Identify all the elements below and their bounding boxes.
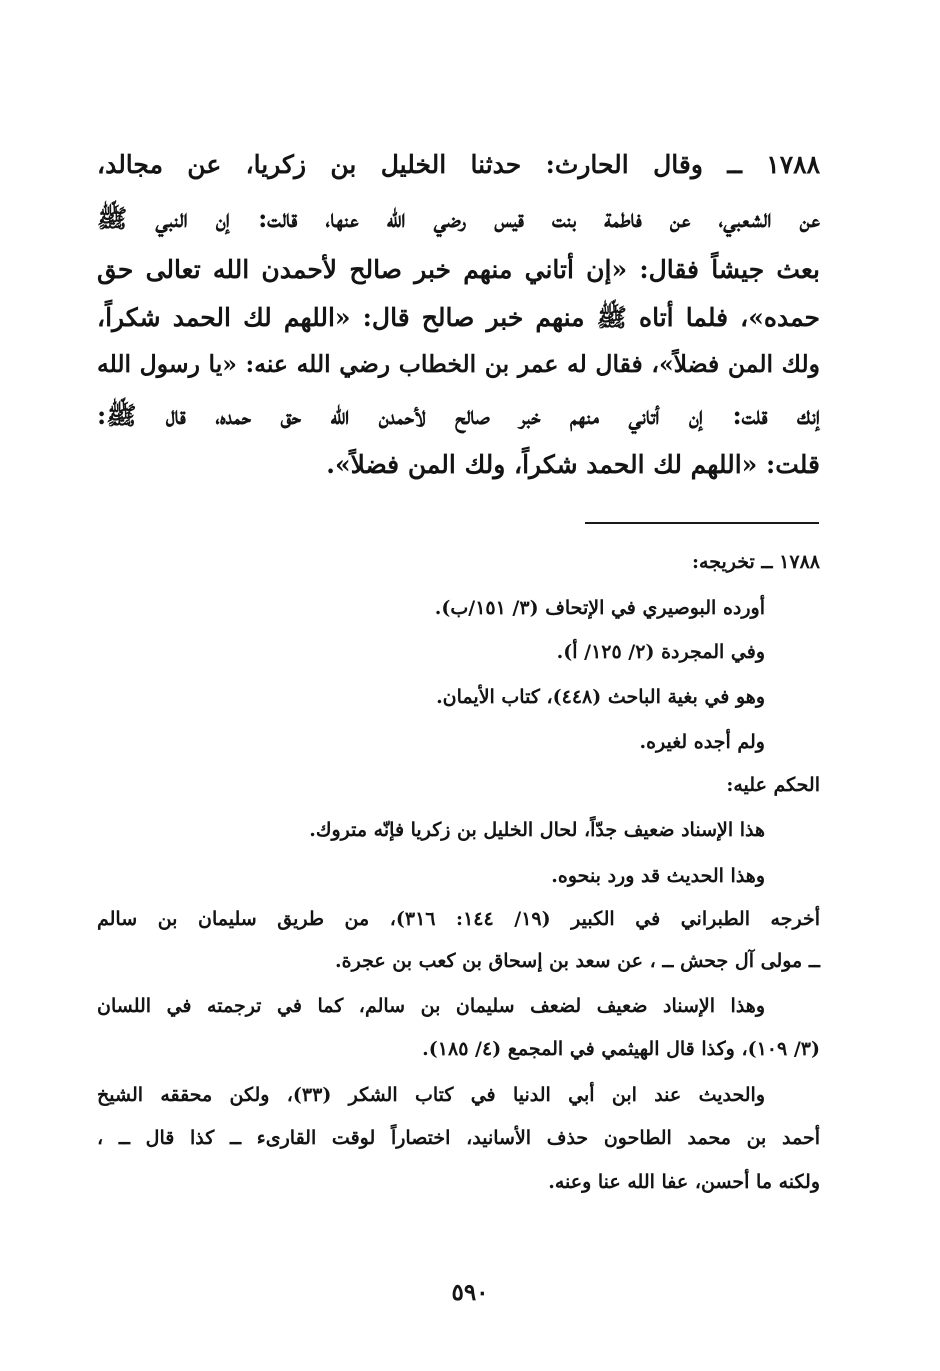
hadith-line: بعث جيشاً فقال: «إن أتاني منهم خبر صالح لأحمدن الله تعالى حق bbox=[97, 255, 820, 284]
ruling-heading: الحكم عليه: bbox=[726, 774, 820, 796]
footnote-separator bbox=[585, 522, 819, 524]
ruling-line: أخرجه الطبراني في الكبير (١٩/ ١٤٤: ٣١٦)، من طريق سليمان بن سالم bbox=[97, 908, 820, 930]
hadith-line: عن الشعبي، عن فاطمة بنت قيس رضي الله عنها، قالت: إن النبي ﷺ bbox=[97, 204, 820, 233]
footnote-heading: ١٧٨٨ ــ تخريجه: bbox=[692, 551, 820, 573]
hadith-line: إنك قلت: إن أتاني منهم خبر صالح لأحمدن الله حق حمده، قال ﷺ: bbox=[97, 401, 820, 430]
ruling-line: ولكنه ما أحسن، عفا الله عنا وعنه. bbox=[548, 1171, 820, 1193]
hadith-line: حمده»، فلما أتاه ﷺ منهم خبر صالح قال: «اللهم لك الحمد شكراً، bbox=[97, 303, 820, 332]
hadith-line: ١٧٨٨ ــ وقال الحارث: حدثنا الخليل بن زكريا، عن مجالد، bbox=[97, 150, 820, 179]
source-line: وهو في بغية الباحث (٤٤٨)، كتاب الأيمان. bbox=[436, 686, 765, 708]
ruling-line: هذا الإسناد ضعيف جدّاً، لحال الخليل بن زكريا فإنّه متروك. bbox=[309, 819, 765, 841]
ruling-line: وهذا الإسناد ضعيف لضعف سليمان بن سالم، كما في ترجمته في اللسان bbox=[97, 995, 765, 1017]
source-line: ولم أجده لغيره. bbox=[639, 731, 765, 753]
hadith-line: قلت: «اللهم لك الحمد شكراً، ولك المن فضلاً». bbox=[326, 450, 820, 479]
ruling-line: ــ مولى آل جحش ــ ، عن سعد بن إسحاق بن كعب بن عجرة. bbox=[335, 950, 820, 972]
ruling-line: والحديث عند ابن أبي الدنيا في كتاب الشكر (٣٣)، ولكن محققه الشيخ bbox=[97, 1084, 766, 1106]
source-line: وفي المجردة (٢/ ١٢٥/ أ). bbox=[556, 641, 765, 663]
source-line: أورده البوصيري في الإتحاف (٣/ ١٥١/ب). bbox=[434, 597, 765, 619]
page-number: ٥٩٠ bbox=[451, 1279, 489, 1306]
hadith-line: ولك المن فضلاً»، فقال له عمر بن الخطاب رضي الله عنه: «يا رسول الله bbox=[97, 350, 820, 378]
ruling-line: (٣/ ١٠٩)، وكذا قال الهيثمي في المجمع (٤/ ١٨٥). bbox=[422, 1038, 820, 1060]
ruling-line: أحمد بن محمد الطاحون حذف الأسانيد، اختصاراً لوقت القارىء ــ كذا قال ــ ، bbox=[97, 1127, 820, 1149]
ruling-line: وهذا الحديث قد ورد بنحوه. bbox=[551, 865, 765, 887]
